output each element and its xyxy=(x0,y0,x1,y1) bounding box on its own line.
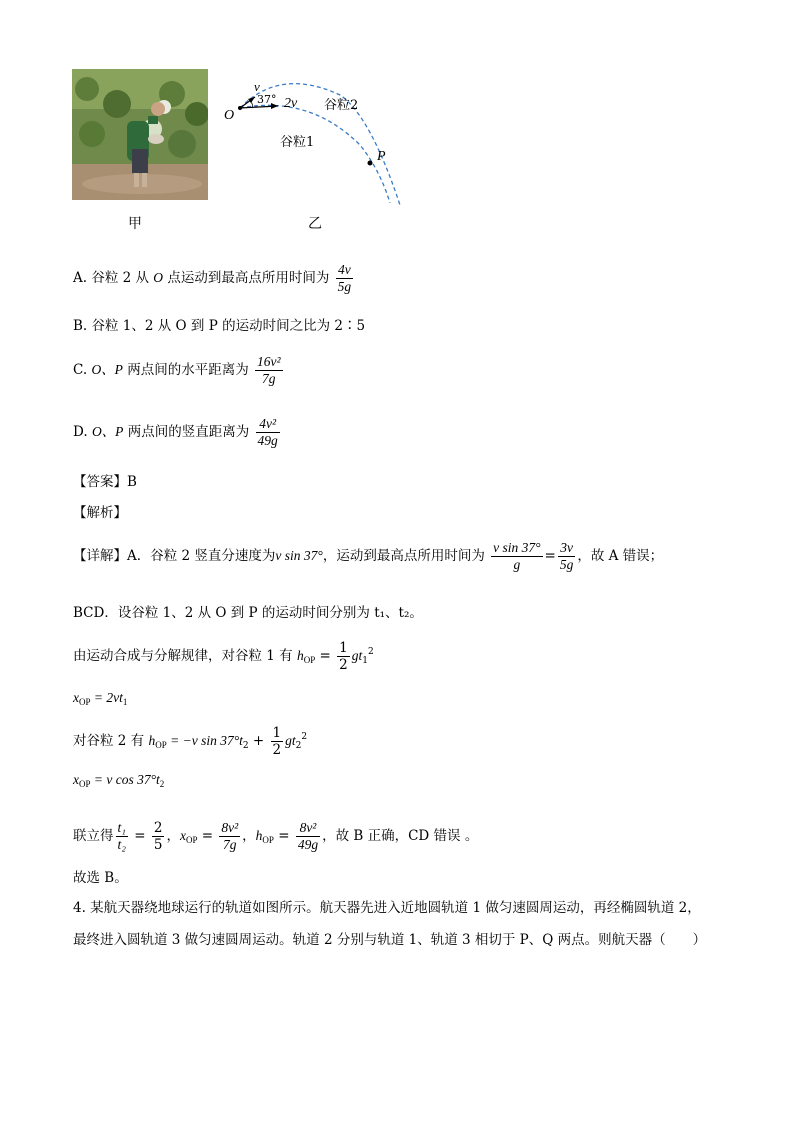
option-c-fraction: $\frac{\text{16v²}}{7g}$ xyxy=(257,354,281,386)
option-c: C. O、P 两点间的水平距离为 $\frac{\text{16v²}}{7g}$ xyxy=(73,354,281,386)
question-4-line-1: 4. 某航天器绕地球运行的轨道如图所示。航天器先进入近地圆轨道 1 做匀速圆周运动，再经椭圆轨道 2， xyxy=(73,900,701,916)
trajectory-diagram xyxy=(220,75,420,210)
option-a-fraction: $\frac{4v}{5g}$ xyxy=(337,262,352,294)
grain2-height-equation: 对谷粒 2 有 $h_{OP} = -v$ $\sin 37^\circ t_2$ + $\frac{1}{2}$ $gt_2^2$ xyxy=(73,725,308,758)
twov-label: 2v xyxy=(284,96,298,111)
detail-fraction-1: $\frac{\text{v sin 37°}}{g}$ xyxy=(493,540,541,572)
origin-label: O xyxy=(224,108,235,123)
grain2-distance-equation: $x_{OP} = v$ $\cos 37^\circ t_2$ xyxy=(73,772,165,789)
v-label: v xyxy=(254,79,260,94)
x-value: $\frac{\text{8v²}}{7g}$ xyxy=(221,820,239,852)
diagram-caption: 乙 xyxy=(308,216,322,232)
detail-fraction-2: $\frac{3v}{5g}$ xyxy=(559,540,574,572)
photo-caption: 甲 xyxy=(128,216,142,232)
detail-a: 【详解】A．谷粒 2 竖直分速度为v sin 37°，运动到最高点所用时间为 $\frac{\text{v sin 37°}}{g}$ = $\frac{3v}{5g}$ ，故 A 错误； xyxy=(73,540,664,572)
half-fraction-2: $\frac{1}{2}$ xyxy=(272,725,282,758)
half-fraction: $\frac{1}{2}$ xyxy=(339,640,348,673)
grain1-height-equation: 由运动合成与分解规律，对谷粒 1 有 $h_{OP}$ = $\frac{1}{2}$ $gt_1^2$ xyxy=(73,640,374,673)
answer: 【答案】B xyxy=(73,474,137,490)
h-value: $\frac{\text{8v²}}{49g}$ xyxy=(297,820,319,852)
option-d-fraction: $\frac{\text{4v²}}{49g}$ xyxy=(257,416,278,448)
p-label: P xyxy=(377,149,386,164)
combined-result: 联立得 $\frac{\text{t₁}}{\text{t₂}}$ = $\frac{2}{5}$ ，$x_{OP}$ = $\frac{\text{8v²}}{7g}$ ，$h_{OP}$ = $\frac{\text{8v²}}{49g}$ ，故 B 正确，CD 错误 。 xyxy=(73,820,479,853)
grain1-trajectory xyxy=(240,105,390,203)
bcd-setup: BCD．设谷粒 1、2 从 O 到 P 的运动时间分别为 t₁、t₂。 xyxy=(73,605,423,621)
option-d: D. O、P 两点间的竖直距离为 $\frac{\text{4v²}}{49g}$ xyxy=(73,416,278,448)
conclusion: 故选 B。 xyxy=(73,870,128,886)
farmer-photo xyxy=(72,69,208,200)
angle-label: 37° xyxy=(257,93,277,106)
question-4-line-2: 最终进入圆轨道 3 做匀速圆周运动。轨道 2 分别与轨道 1、轨道 3 相切于 P、Q 两点。则航天器（ ） xyxy=(73,932,707,948)
analysis-label: 【解析】 xyxy=(73,505,127,521)
trajectory-svg xyxy=(220,75,420,210)
option-a: A. 谷粒 2 从 O 点运动到最高点所用时间为 $\frac{4v}{5g}$ xyxy=(73,262,352,294)
grain1-distance-equation: $x_{OP} = 2vt_1$ xyxy=(73,690,128,707)
ratio-value: $\frac{2}{5}$ xyxy=(153,820,163,853)
option-b: B. 谷粒 1、2 从 O 到 P 的运动时间之比为 2∶5 xyxy=(73,318,366,334)
point-p xyxy=(368,161,373,166)
farmer-photo-image xyxy=(72,69,208,200)
time-ratio: $\frac{\text{t₁}}{\text{t₂}}$ xyxy=(117,820,126,852)
origin-point xyxy=(238,106,242,110)
grain1-label: 谷粒1 xyxy=(280,135,315,150)
grain2-label: 谷粒2 xyxy=(324,98,359,113)
